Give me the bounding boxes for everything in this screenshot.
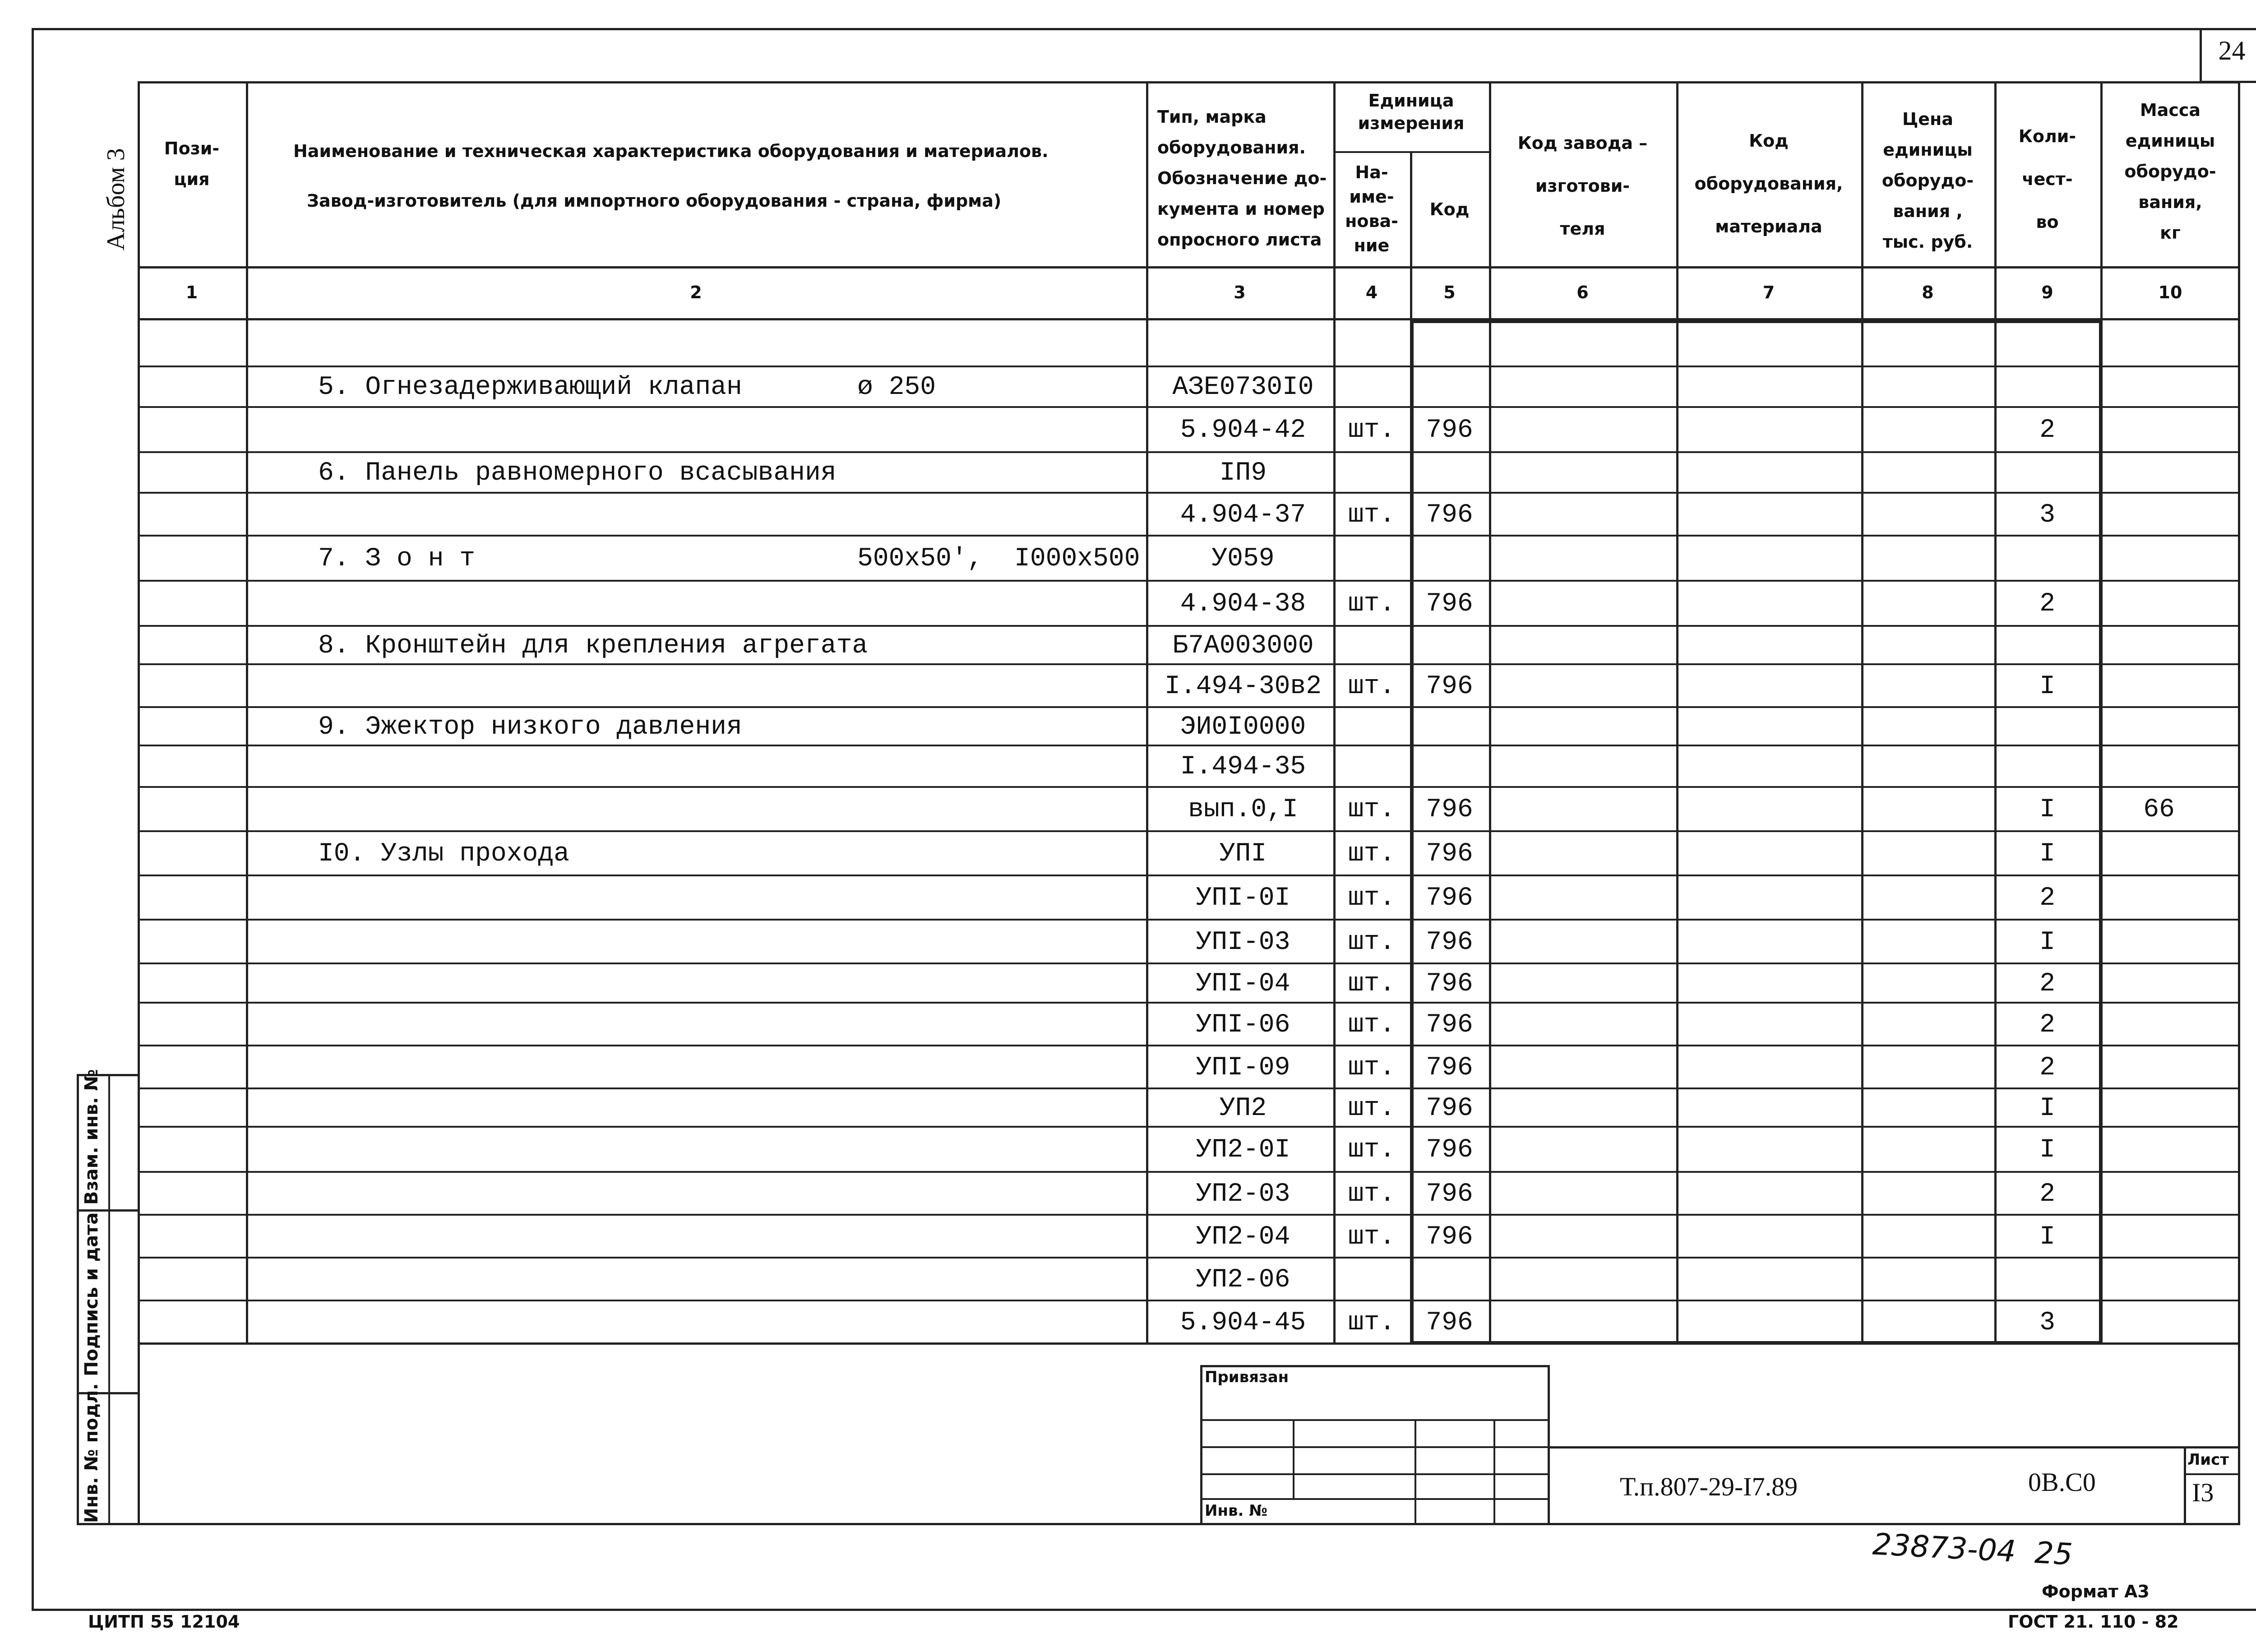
- row-divider: [138, 1171, 2240, 1173]
- col-number-8: 8: [1922, 282, 1934, 302]
- item-unit: шт.: [1348, 589, 1396, 619]
- row-divider: [138, 830, 2240, 832]
- item-unit-code: 796: [1426, 672, 1473, 701]
- item-unit: шт.: [1348, 795, 1396, 824]
- header-col10: Масса единицы оборудо- вания, кг: [2124, 100, 2216, 243]
- item-quantity: 2: [2039, 416, 2055, 445]
- row-divider: [138, 663, 2240, 665]
- col-number-1: 1: [185, 282, 198, 302]
- item-type: УПI-06: [1196, 1010, 1290, 1040]
- item-unit-code: 796: [1426, 500, 1473, 530]
- item-unit: шт.: [1348, 839, 1396, 869]
- item-type: 4.904-38: [1180, 589, 1306, 619]
- header-col45-top: Единица измерения: [1358, 91, 1465, 133]
- row-divider: [138, 535, 2240, 537]
- item-name: 7. З о н т: [318, 544, 476, 574]
- item-type: 4.904-37: [1180, 500, 1306, 530]
- row-divider: [138, 1126, 2240, 1128]
- item-type: I.494-30в2: [1164, 672, 1322, 701]
- col-number-9: 9: [2041, 282, 2053, 302]
- item-type: УПI-09: [1196, 1053, 1290, 1083]
- header-col8: Цена единицы оборудо- вания , тыс. руб.: [1882, 109, 1974, 252]
- item-type: УП2-04: [1196, 1222, 1290, 1252]
- item-type: УПI-0I: [1196, 884, 1290, 913]
- item-quantity: I: [2039, 928, 2055, 957]
- header-col9: Коли- чест- во: [2018, 126, 2076, 232]
- item-unit: шт.: [1348, 1010, 1396, 1040]
- row-divider: [138, 786, 2240, 788]
- item-spec: 500x50', I000x500: [857, 544, 1140, 574]
- item-type: 5.904-45: [1180, 1308, 1306, 1337]
- header-col4: На- име- нова- ние: [1345, 162, 1398, 255]
- item-unit-code: 796: [1426, 1222, 1473, 1252]
- row-divider: [138, 451, 2240, 453]
- item-unit: шт.: [1348, 416, 1396, 445]
- item-unit-code: 796: [1426, 928, 1473, 957]
- item-type: АЗЕ0730I0: [1172, 373, 1314, 402]
- item-type: ЭИ0I0000: [1180, 713, 1306, 742]
- header-col7: Код оборудования, материала: [1694, 131, 1843, 236]
- inv-no-label: Инв. №: [1205, 1502, 1268, 1520]
- item-quantity: 2: [2039, 1053, 2055, 1083]
- item-type: 5.904-42: [1180, 416, 1306, 445]
- item-name: 8. Кронштейн для крепления агрегата: [318, 631, 868, 661]
- item-spec: ø 250: [857, 373, 936, 402]
- section-code: 0В.С0: [2028, 1467, 2096, 1497]
- item-type: УПI-03: [1196, 928, 1290, 957]
- item-unit: шт.: [1348, 928, 1396, 957]
- row-divider: [138, 1002, 2240, 1004]
- col-number-10: 10: [2158, 282, 2182, 302]
- gost-label: ГОСТ 21. 110 - 82: [2008, 1612, 2179, 1632]
- item-unit-code: 796: [1426, 1010, 1473, 1040]
- item-name: 9. Эжектор низкого давления: [318, 713, 742, 742]
- page-number: 24: [2218, 36, 2246, 65]
- item-unit: шт.: [1348, 500, 1396, 530]
- item-type: IП9: [1219, 458, 1267, 488]
- item-type: вып.0,I: [1188, 795, 1298, 824]
- stamp-replace-inv: Взам. инв. №: [81, 1069, 102, 1205]
- row-divider: [138, 919, 2240, 921]
- item-quantity: I: [2039, 795, 2055, 824]
- row-divider: [138, 963, 2240, 964]
- item-unit: шт.: [1348, 1053, 1396, 1083]
- item-quantity: 2: [2039, 1010, 2055, 1040]
- item-unit: шт.: [1348, 884, 1396, 913]
- item-unit: шт.: [1348, 1222, 1396, 1252]
- row-divider: [138, 1214, 2240, 1216]
- item-unit: шт.: [1348, 672, 1396, 701]
- item-quantity: 3: [2039, 1308, 2055, 1337]
- item-type: У059: [1211, 544, 1275, 574]
- item-name: I0. Узлы прохода: [318, 839, 569, 869]
- album-label: Альбом 3: [102, 148, 130, 250]
- item-unit: шт.: [1348, 969, 1396, 999]
- col-number-7: 7: [1762, 282, 1775, 302]
- row-divider: [138, 1257, 2240, 1259]
- item-type: УПI: [1219, 839, 1267, 869]
- row-divider: [138, 706, 2240, 708]
- stamp-signature-date: Подпись и дата: [81, 1212, 102, 1376]
- stamp-inv-original: Инв. № подл.: [81, 1383, 102, 1523]
- item-quantity: 2: [2039, 884, 2055, 913]
- sheet-number: I3: [2192, 1478, 2214, 1507]
- item-type: УП2: [1219, 1094, 1267, 1123]
- item-unit-code: 796: [1426, 1308, 1473, 1337]
- item-quantity: I: [2039, 839, 2055, 869]
- col-line: [246, 81, 248, 1345]
- item-name: 5. Огнезадерживающий клапан: [318, 373, 742, 402]
- item-unit-code: 796: [1426, 1094, 1473, 1123]
- item-unit-code: 796: [1426, 839, 1473, 869]
- row-divider: [138, 745, 2240, 746]
- item-unit: шт.: [1348, 1135, 1396, 1165]
- item-unit-code: 796: [1426, 1053, 1473, 1083]
- col-line: [1146, 81, 1148, 1345]
- handwritten-number: 23873-04 25: [1872, 1527, 2074, 1572]
- item-unit-code: 796: [1426, 1135, 1473, 1165]
- item-unit: шт.: [1348, 1180, 1396, 1209]
- header-col5: Код: [1429, 199, 1470, 219]
- col-number-3: 3: [1234, 282, 1246, 302]
- item-quantity: 2: [2039, 1180, 2055, 1209]
- printer-code: ЦИТП 55 12104: [88, 1612, 240, 1632]
- item-quantity: I: [2039, 1094, 2055, 1123]
- item-unit-code: 796: [1426, 1180, 1473, 1209]
- document-code: Т.п.807-29-I7.89: [1620, 1472, 1798, 1501]
- row-divider: [138, 492, 2240, 494]
- item-quantity: 2: [2039, 969, 2055, 999]
- row-divider: [138, 875, 2240, 876]
- col-number-5: 5: [1443, 282, 1456, 302]
- item-unit-code: 796: [1426, 589, 1473, 619]
- item-quantity: 2: [2039, 589, 2055, 619]
- col-number-2: 2: [690, 282, 702, 302]
- item-name: 6. Панель равномерного всасывания: [318, 458, 837, 488]
- row-divider: [138, 625, 2240, 627]
- item-type: УП2-0I: [1196, 1135, 1290, 1165]
- item-type: УПI-04: [1196, 969, 1290, 999]
- item-unit-code: 796: [1426, 884, 1473, 913]
- item-type: I.494-35: [1180, 752, 1306, 782]
- row-divider: [138, 580, 2240, 582]
- header-col2: Наименование и техническая характеристика оборудования и материалов. Завод-изготовитель (для импортного оборудования - страна, фирма): [293, 141, 1049, 211]
- title-block-left: [1200, 1365, 1550, 1525]
- item-type: УП2-06: [1196, 1265, 1290, 1295]
- row-divider: [138, 366, 2240, 367]
- item-quantity: 3: [2039, 500, 2055, 530]
- item-quantity: I: [2039, 1222, 2055, 1252]
- row-divider: [138, 406, 2240, 408]
- item-mass: 66: [2143, 795, 2175, 824]
- row-divider: [138, 1087, 2240, 1089]
- privyazan-label: Привязан: [1205, 1368, 1289, 1386]
- item-unit: шт.: [1348, 1308, 1396, 1337]
- col-number-6: 6: [1576, 282, 1589, 302]
- item-quantity: I: [2039, 1135, 2055, 1165]
- item-unit-code: 796: [1426, 969, 1473, 999]
- item-unit-code: 796: [1426, 795, 1473, 824]
- item-type: Б7А003000: [1172, 631, 1314, 661]
- header-col1: Пози- ция: [164, 139, 220, 189]
- header-col3: Тип, марка оборудования. Обозначение до- кумента и номер опросного листа: [1157, 107, 1327, 250]
- col-number-4: 4: [1365, 282, 1378, 302]
- row-divider: [138, 1300, 2240, 1301]
- item-unit-code: 796: [1426, 416, 1473, 445]
- item-type: УП2-03: [1196, 1180, 1290, 1209]
- item-quantity: I: [2039, 672, 2055, 701]
- item-unit: шт.: [1348, 1094, 1396, 1123]
- row-divider: [138, 1045, 2240, 1046]
- header-col6: Код завода – изготови- теля: [1517, 133, 1648, 239]
- format-label: Формат А3: [2042, 1582, 2150, 1601]
- sheet-label: Лист: [2187, 1451, 2229, 1469]
